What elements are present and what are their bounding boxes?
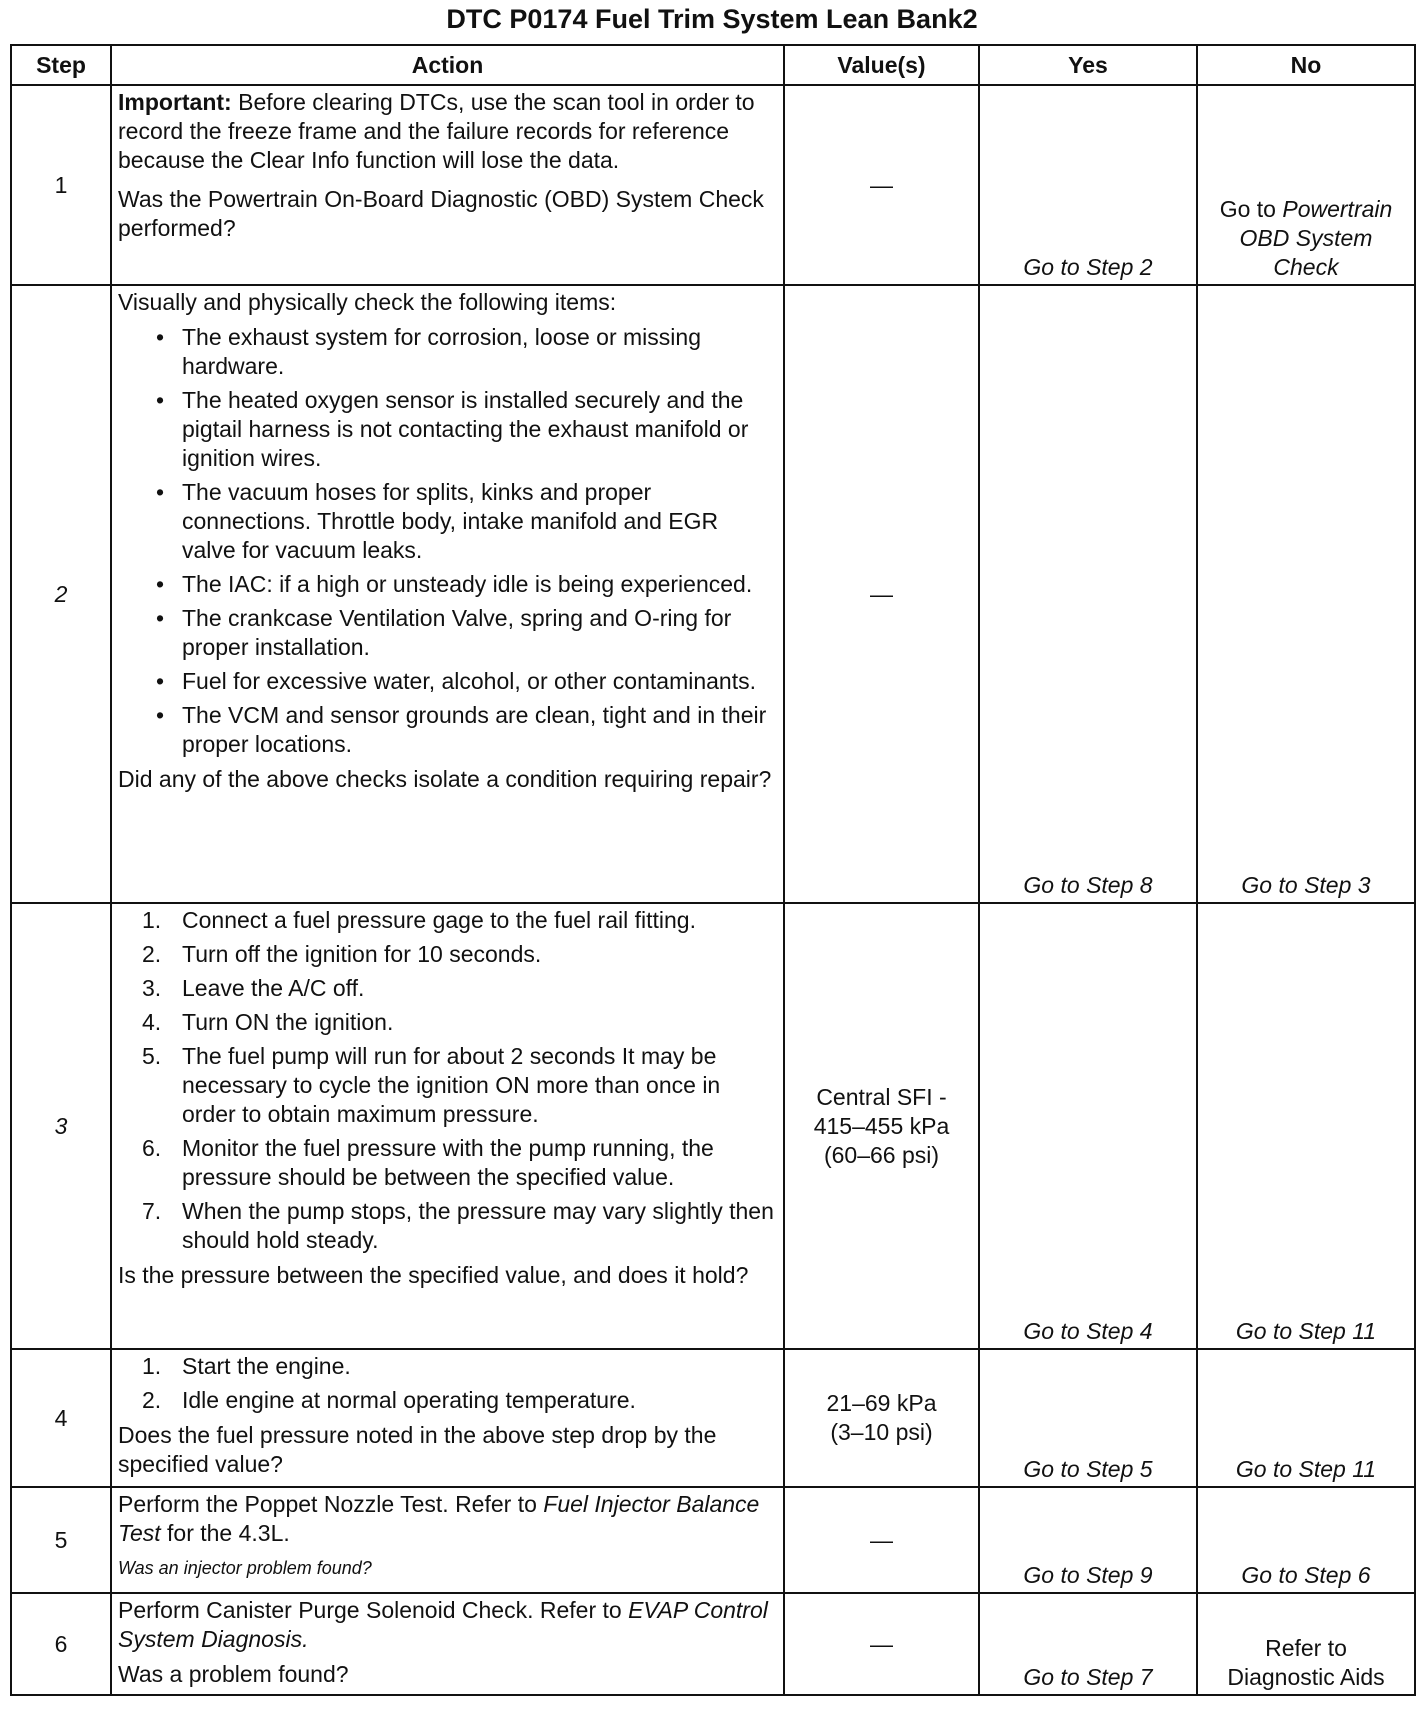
value-cell: —: [784, 85, 979, 285]
list-item: 2. Idle engine at normal operating temperature.: [142, 1387, 636, 1413]
list-item: • The vacuum hoses for splits, kinks and proper connections. Throttle body, intake manifold and EGR valve for vacuum leaks.: [156, 479, 719, 563]
action-question: Does the fuel pressure noted in the above step drop by the specified value?: [118, 1422, 717, 1477]
step-number: 3: [11, 903, 111, 1349]
step-number: 6: [11, 1593, 111, 1695]
no-cell: Go to Step 6: [1197, 1487, 1415, 1593]
no-cell: Go to Step 11: [1197, 903, 1415, 1349]
header-no: No: [1197, 45, 1415, 85]
list-item: • The IAC: if a high or unsteady idle is being experienced.: [156, 571, 753, 597]
action-cell: [111, 903, 784, 1349]
step-number: 1: [11, 85, 111, 285]
important-text: Before clearing DTCs, use the scan tool in order to record the freeze frame and the failure records for reference because the Clear Info function will lose the data.: [118, 89, 755, 173]
value-cell: —: [784, 1593, 979, 1695]
step-number: 5: [11, 1487, 111, 1593]
value-line: 21–69 kPa: [826, 1390, 937, 1416]
action-cell: [111, 85, 784, 285]
yes-cell: Go to Step 7: [979, 1593, 1197, 1695]
action-text: Perform the Poppet Nozzle Test. Refer to: [118, 1491, 544, 1517]
no-line: Refer to: [1265, 1635, 1347, 1661]
value-cell: —: [784, 285, 979, 903]
table-row: [11, 1349, 1415, 1487]
value-line: Central SFI -: [816, 1083, 947, 1110]
action-question: Was the Powertrain On-Board Diagnostic (OBD) System Check performed?: [118, 186, 764, 241]
action-cell: [111, 1487, 784, 1593]
table-row: [11, 1593, 1415, 1695]
table-row: [11, 903, 1415, 1349]
no-cell: Go to Step 3: [1197, 285, 1415, 903]
value-cell: [784, 903, 979, 1349]
list-item: • The VCM and sensor grounds are clean, tight and in their proper locations.: [156, 702, 767, 757]
list-item: 1. Connect a fuel pressure gage to the fuel rail fitting.: [142, 907, 696, 933]
page-title: DTC P0174 Fuel Trim System Lean Bank2: [446, 4, 978, 34]
yes-cell: Go to Step 5: [979, 1349, 1197, 1487]
step-number: 2: [11, 285, 111, 903]
table-row: [11, 1487, 1415, 1593]
list-item: 1. Start the engine.: [142, 1353, 351, 1379]
yes-cell: Go to Step 9: [979, 1487, 1197, 1593]
header-action: Action: [111, 45, 784, 85]
yes-cell: Go to Step 4: [979, 903, 1197, 1349]
header-yes: Yes: [979, 45, 1197, 85]
action-reference: EVAP Control System Diagnosis.: [118, 1597, 768, 1652]
value-line: 415–455 kPa: [813, 1112, 950, 1139]
no-cell: [1197, 1593, 1415, 1695]
list-item: 5. The fuel pump will run for about 2 seconds It may be necessary to cycle the ignition ON more than once in order to obtain maximum pressure.: [142, 1043, 721, 1127]
action-cell: [111, 1349, 784, 1487]
no-cell: Go to Step 11: [1197, 1349, 1415, 1487]
no-prefix: Go to: [1219, 196, 1283, 222]
list-item: • The crankcase Ventilation Valve, spring and O-ring for proper installation.: [156, 605, 732, 660]
action-text-suffix: for the 4.3L.: [160, 1520, 290, 1546]
procedure-list: [118, 906, 777, 1255]
table-header-row: [11, 45, 1415, 85]
action-question: Was an injector problem found?: [118, 1558, 372, 1578]
action-question: Was a problem found?: [118, 1661, 349, 1687]
action-reference: Fuel Injector Balance Test: [118, 1491, 760, 1546]
no-line: Diagnostic Aids: [1227, 1664, 1385, 1690]
list-item: • The heated oxygen sensor is installed securely and the pigtail harness is not contacting the exhaust manifold or ignition wires.: [156, 387, 749, 471]
yes-cell: Go to Step 2: [979, 85, 1197, 285]
action-text: Perform Canister Purge Solenoid Check. Refer to: [118, 1597, 629, 1623]
header-step: Step: [11, 45, 111, 85]
important-label: Important:: [118, 89, 232, 115]
value-line: (3–10 psi): [830, 1419, 933, 1445]
list-item: 4. Turn ON the ignition.: [142, 1009, 394, 1035]
no-cell: [1197, 85, 1415, 285]
no-reference: Powertrain OBD System Check: [1239, 196, 1393, 280]
list-item: • The exhaust system for corrosion, loose or missing hardware.: [156, 324, 701, 379]
value-cell: [784, 1349, 979, 1487]
header-values: Value(s): [784, 45, 979, 85]
step-number: 4: [11, 1349, 111, 1487]
yes-cell: Go to Step 8: [979, 285, 1197, 903]
list-item: • Fuel for excessive water, alcohol, or other contaminants.: [156, 668, 757, 694]
action-cell: [111, 285, 784, 903]
action-question: Did any of the above checks isolate a condition requiring repair?: [118, 766, 772, 792]
value-cell: —: [784, 1487, 979, 1593]
action-cell: [111, 1593, 784, 1695]
list-item: 2. Turn off the ignition for 10 seconds.: [142, 941, 542, 967]
table-row: [11, 85, 1415, 285]
value-line: (60–66 psi): [823, 1141, 940, 1168]
list-item: 6. Monitor the fuel pressure with the pump running, the pressure should be between the specified value.: [142, 1135, 714, 1190]
check-list: [118, 323, 777, 759]
list-item: 7. When the pump stops, the pressure may vary slightly then should hold steady.: [142, 1198, 774, 1253]
action-question: Is the pressure between the specified value, and does it hold?: [118, 1262, 749, 1288]
diagnostic-table: [10, 44, 1416, 1696]
action-intro: Visually and physically check the following items:: [118, 289, 617, 315]
table-row: [11, 285, 1415, 903]
list-item: 3. Leave the A/C off.: [142, 975, 365, 1001]
procedure-list: [118, 1352, 777, 1415]
